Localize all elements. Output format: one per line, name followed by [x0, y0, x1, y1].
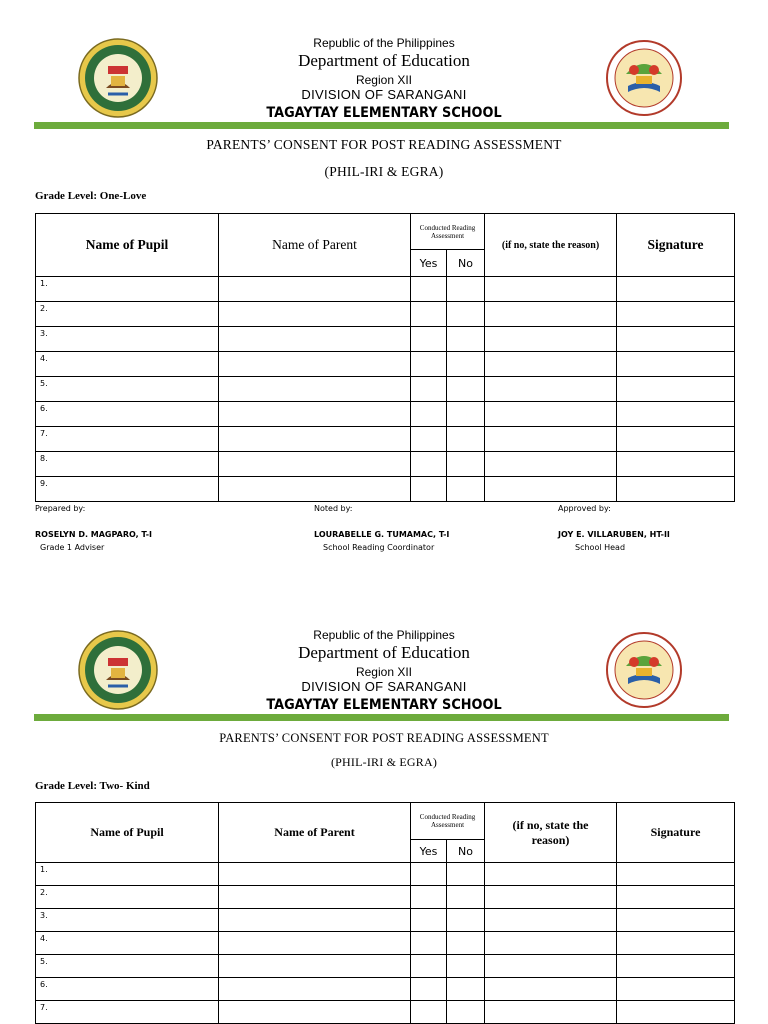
- signature-cell[interactable]: [617, 909, 735, 932]
- pupil-cell[interactable]: 2.: [36, 886, 219, 909]
- signature-cell[interactable]: [617, 377, 735, 402]
- table-row: [36, 477, 735, 502]
- reason-cell[interactable]: [485, 402, 617, 427]
- table-row: [36, 327, 735, 352]
- yes-cell[interactable]: [411, 452, 447, 477]
- no-cell[interactable]: [447, 932, 485, 955]
- table-row: [36, 1001, 735, 1024]
- header-no: No: [447, 840, 485, 863]
- signature-cell[interactable]: [617, 327, 735, 352]
- header-yes: Yes: [411, 840, 447, 863]
- header-reason: (if no, state the reason): [485, 214, 617, 277]
- approved-by-title: School Head: [575, 543, 626, 552]
- table-row: [36, 377, 735, 402]
- yes-cell[interactable]: [411, 886, 447, 909]
- division-line: DIVISION OF SARANGANI: [301, 679, 467, 694]
- reason-cell[interactable]: [485, 352, 617, 377]
- region-line: Region XII: [355, 665, 413, 679]
- reason-cell[interactable]: [485, 302, 617, 327]
- form-subtitle: (PHIL-IRI & EGRA): [330, 755, 438, 769]
- reason-cell[interactable]: [485, 955, 617, 978]
- parent-cell[interactable]: [219, 955, 411, 978]
- header-pupil: Name of Pupil: [36, 214, 219, 277]
- department-line: Department of Education: [298, 51, 470, 70]
- table-row: [36, 932, 735, 955]
- no-cell[interactable]: [447, 863, 485, 886]
- prepared-by-name: ROSELYN D. MAGPARO, T-I: [35, 530, 153, 539]
- header-reason: (if no, state the reason): [485, 803, 617, 863]
- yes-cell[interactable]: [411, 978, 447, 1001]
- no-cell[interactable]: [447, 277, 485, 302]
- no-cell[interactable]: [447, 402, 485, 427]
- reason-cell[interactable]: [485, 1001, 617, 1024]
- consent-table: [35, 213, 735, 502]
- pupil-cell[interactable]: 4.: [36, 932, 219, 955]
- no-cell[interactable]: [447, 477, 485, 502]
- yes-cell[interactable]: [411, 277, 447, 302]
- no-cell[interactable]: [447, 327, 485, 352]
- form-title: PARENTS’ CONSENT FOR POST READING ASSESSMENT: [206, 137, 562, 152]
- signature-cell[interactable]: [617, 302, 735, 327]
- parent-cell[interactable]: [219, 909, 411, 932]
- parent-cell[interactable]: [219, 327, 411, 352]
- noted-by-label: Noted by:: [314, 504, 353, 513]
- school-name: TAGAYTAY ELEMENTARY SCHOOL: [266, 105, 502, 121]
- reason-cell[interactable]: [485, 978, 617, 1001]
- table-row: [36, 978, 735, 1001]
- table-row: [36, 909, 735, 932]
- parent-cell[interactable]: [219, 302, 411, 327]
- parent-cell[interactable]: [219, 277, 411, 302]
- reason-cell[interactable]: [485, 427, 617, 452]
- pupil-cell[interactable]: 6.: [36, 402, 219, 427]
- reason-cell[interactable]: [485, 909, 617, 932]
- signature-cell[interactable]: [617, 352, 735, 377]
- table-row: [36, 955, 735, 978]
- noted-by-title: School Reading Coordinator: [323, 543, 435, 552]
- no-cell[interactable]: [447, 352, 485, 377]
- yes-cell[interactable]: [411, 477, 447, 502]
- parent-cell[interactable]: [219, 932, 411, 955]
- pupil-cell[interactable]: 2.: [36, 302, 219, 327]
- prepared-by-label: Prepared by:: [35, 504, 86, 513]
- no-cell[interactable]: [447, 452, 485, 477]
- signature-cell[interactable]: [617, 886, 735, 909]
- form-subtitle: (PHIL-IRI & EGRA): [324, 164, 444, 179]
- yes-cell[interactable]: [411, 302, 447, 327]
- parent-cell[interactable]: [219, 452, 411, 477]
- approved-by-name: JOY E. VILLARUBEN, HT-II: [558, 530, 670, 539]
- school-name: TAGAYTAY ELEMENTARY SCHOOL: [266, 697, 502, 713]
- pupil-cell[interactable]: 6.: [36, 978, 219, 1001]
- reason-cell[interactable]: [485, 452, 617, 477]
- pupil-cell[interactable]: 3.: [36, 327, 219, 352]
- header-pupil: Name of Pupil: [36, 803, 219, 863]
- pupil-cell[interactable]: 9.: [36, 477, 219, 502]
- no-cell[interactable]: [447, 886, 485, 909]
- signature-cell[interactable]: [617, 978, 735, 1001]
- signature-cell[interactable]: [617, 955, 735, 978]
- parent-cell[interactable]: [219, 863, 411, 886]
- no-cell[interactable]: [447, 955, 485, 978]
- parent-cell[interactable]: [219, 402, 411, 427]
- header-conducted: Conducted Reading Assessment: [411, 214, 485, 250]
- no-cell[interactable]: [447, 978, 485, 1001]
- table-row: [36, 302, 735, 327]
- prepared-by-title: Grade 1 Adviser: [40, 543, 105, 552]
- department-line: Department of Education: [298, 643, 470, 662]
- parent-cell[interactable]: [219, 477, 411, 502]
- table-row: [36, 352, 735, 377]
- header-signature: Signature: [617, 803, 735, 863]
- no-cell[interactable]: [447, 427, 485, 452]
- yes-cell[interactable]: [411, 955, 447, 978]
- signature-cell[interactable]: [617, 402, 735, 427]
- no-cell[interactable]: [447, 377, 485, 402]
- pupil-cell[interactable]: 7.: [36, 427, 219, 452]
- header-conducted: Conducted Reading Assessment: [411, 803, 485, 840]
- signature-cell[interactable]: [617, 477, 735, 502]
- signature-cell[interactable]: [617, 427, 735, 452]
- consent-table: [35, 802, 735, 1024]
- yes-cell[interactable]: [411, 352, 447, 377]
- reason-cell[interactable]: [485, 377, 617, 402]
- header-no: No: [447, 250, 485, 277]
- parent-cell[interactable]: [219, 352, 411, 377]
- header-signature: Signature: [617, 214, 735, 277]
- division-line: DIVISION OF SARANGANI: [301, 87, 467, 102]
- yes-cell[interactable]: [411, 863, 447, 886]
- pupil-cell[interactable]: 7.: [36, 1001, 219, 1024]
- pupil-cell[interactable]: 1.: [36, 863, 219, 886]
- table-row: [36, 427, 735, 452]
- reason-cell[interactable]: [485, 327, 617, 352]
- header-parent: Name of Parent: [219, 214, 411, 277]
- pupil-cell[interactable]: 3.: [36, 909, 219, 932]
- yes-cell[interactable]: [411, 327, 447, 352]
- reason-cell[interactable]: [485, 863, 617, 886]
- yes-cell[interactable]: [411, 427, 447, 452]
- republic-line: Republic of the Philippines: [313, 36, 455, 50]
- table-row: [36, 277, 735, 302]
- republic-line: Republic of the Philippines: [313, 628, 455, 642]
- noted-by-name: LOURABELLE G. TUMAMAC, T-I: [314, 530, 450, 539]
- reason-cell[interactable]: [485, 932, 617, 955]
- pupil-cell[interactable]: 5.: [36, 377, 219, 402]
- signature-cell[interactable]: [617, 1001, 735, 1024]
- no-cell[interactable]: [447, 302, 485, 327]
- signature-cell[interactable]: [617, 932, 735, 955]
- parent-cell[interactable]: [219, 886, 411, 909]
- grade-level: Grade Level: Two- Kind: [35, 780, 150, 792]
- parent-cell[interactable]: [219, 1001, 411, 1024]
- reason-cell[interactable]: [485, 477, 617, 502]
- yes-cell[interactable]: [411, 377, 447, 402]
- parent-cell[interactable]: [219, 978, 411, 1001]
- yes-cell[interactable]: [411, 402, 447, 427]
- table-row: [36, 452, 735, 477]
- pupil-cell[interactable]: 5.: [36, 955, 219, 978]
- table-row: [36, 886, 735, 909]
- signature-cell[interactable]: [617, 863, 735, 886]
- yes-cell[interactable]: [411, 1001, 447, 1024]
- yes-cell[interactable]: [411, 909, 447, 932]
- region-line: Region XII: [355, 73, 413, 87]
- green-divider: [34, 122, 729, 129]
- signature-cell[interactable]: [617, 277, 735, 302]
- green-divider: [34, 714, 729, 721]
- pupil-cell[interactable]: 1.: [36, 277, 219, 302]
- grade-level: Grade Level: One-Love: [35, 190, 147, 202]
- no-cell[interactable]: [447, 1001, 485, 1024]
- table-row: [36, 863, 735, 886]
- no-cell[interactable]: [447, 909, 485, 932]
- parent-cell[interactable]: [219, 427, 411, 452]
- table-row: [36, 402, 735, 427]
- reason-cell[interactable]: [485, 886, 617, 909]
- form-title: PARENTS’ CONSENT FOR POST READING ASSESSMENT: [219, 731, 549, 745]
- yes-cell[interactable]: [411, 932, 447, 955]
- pupil-cell[interactable]: 4.: [36, 352, 219, 377]
- signature-cell[interactable]: [617, 452, 735, 477]
- pupil-cell[interactable]: 8.: [36, 452, 219, 477]
- reason-cell[interactable]: [485, 277, 617, 302]
- approved-by-label: Approved by:: [558, 504, 611, 513]
- header-parent: Name of Parent: [219, 803, 411, 863]
- parent-cell[interactable]: [219, 377, 411, 402]
- header-yes: Yes: [411, 250, 447, 277]
